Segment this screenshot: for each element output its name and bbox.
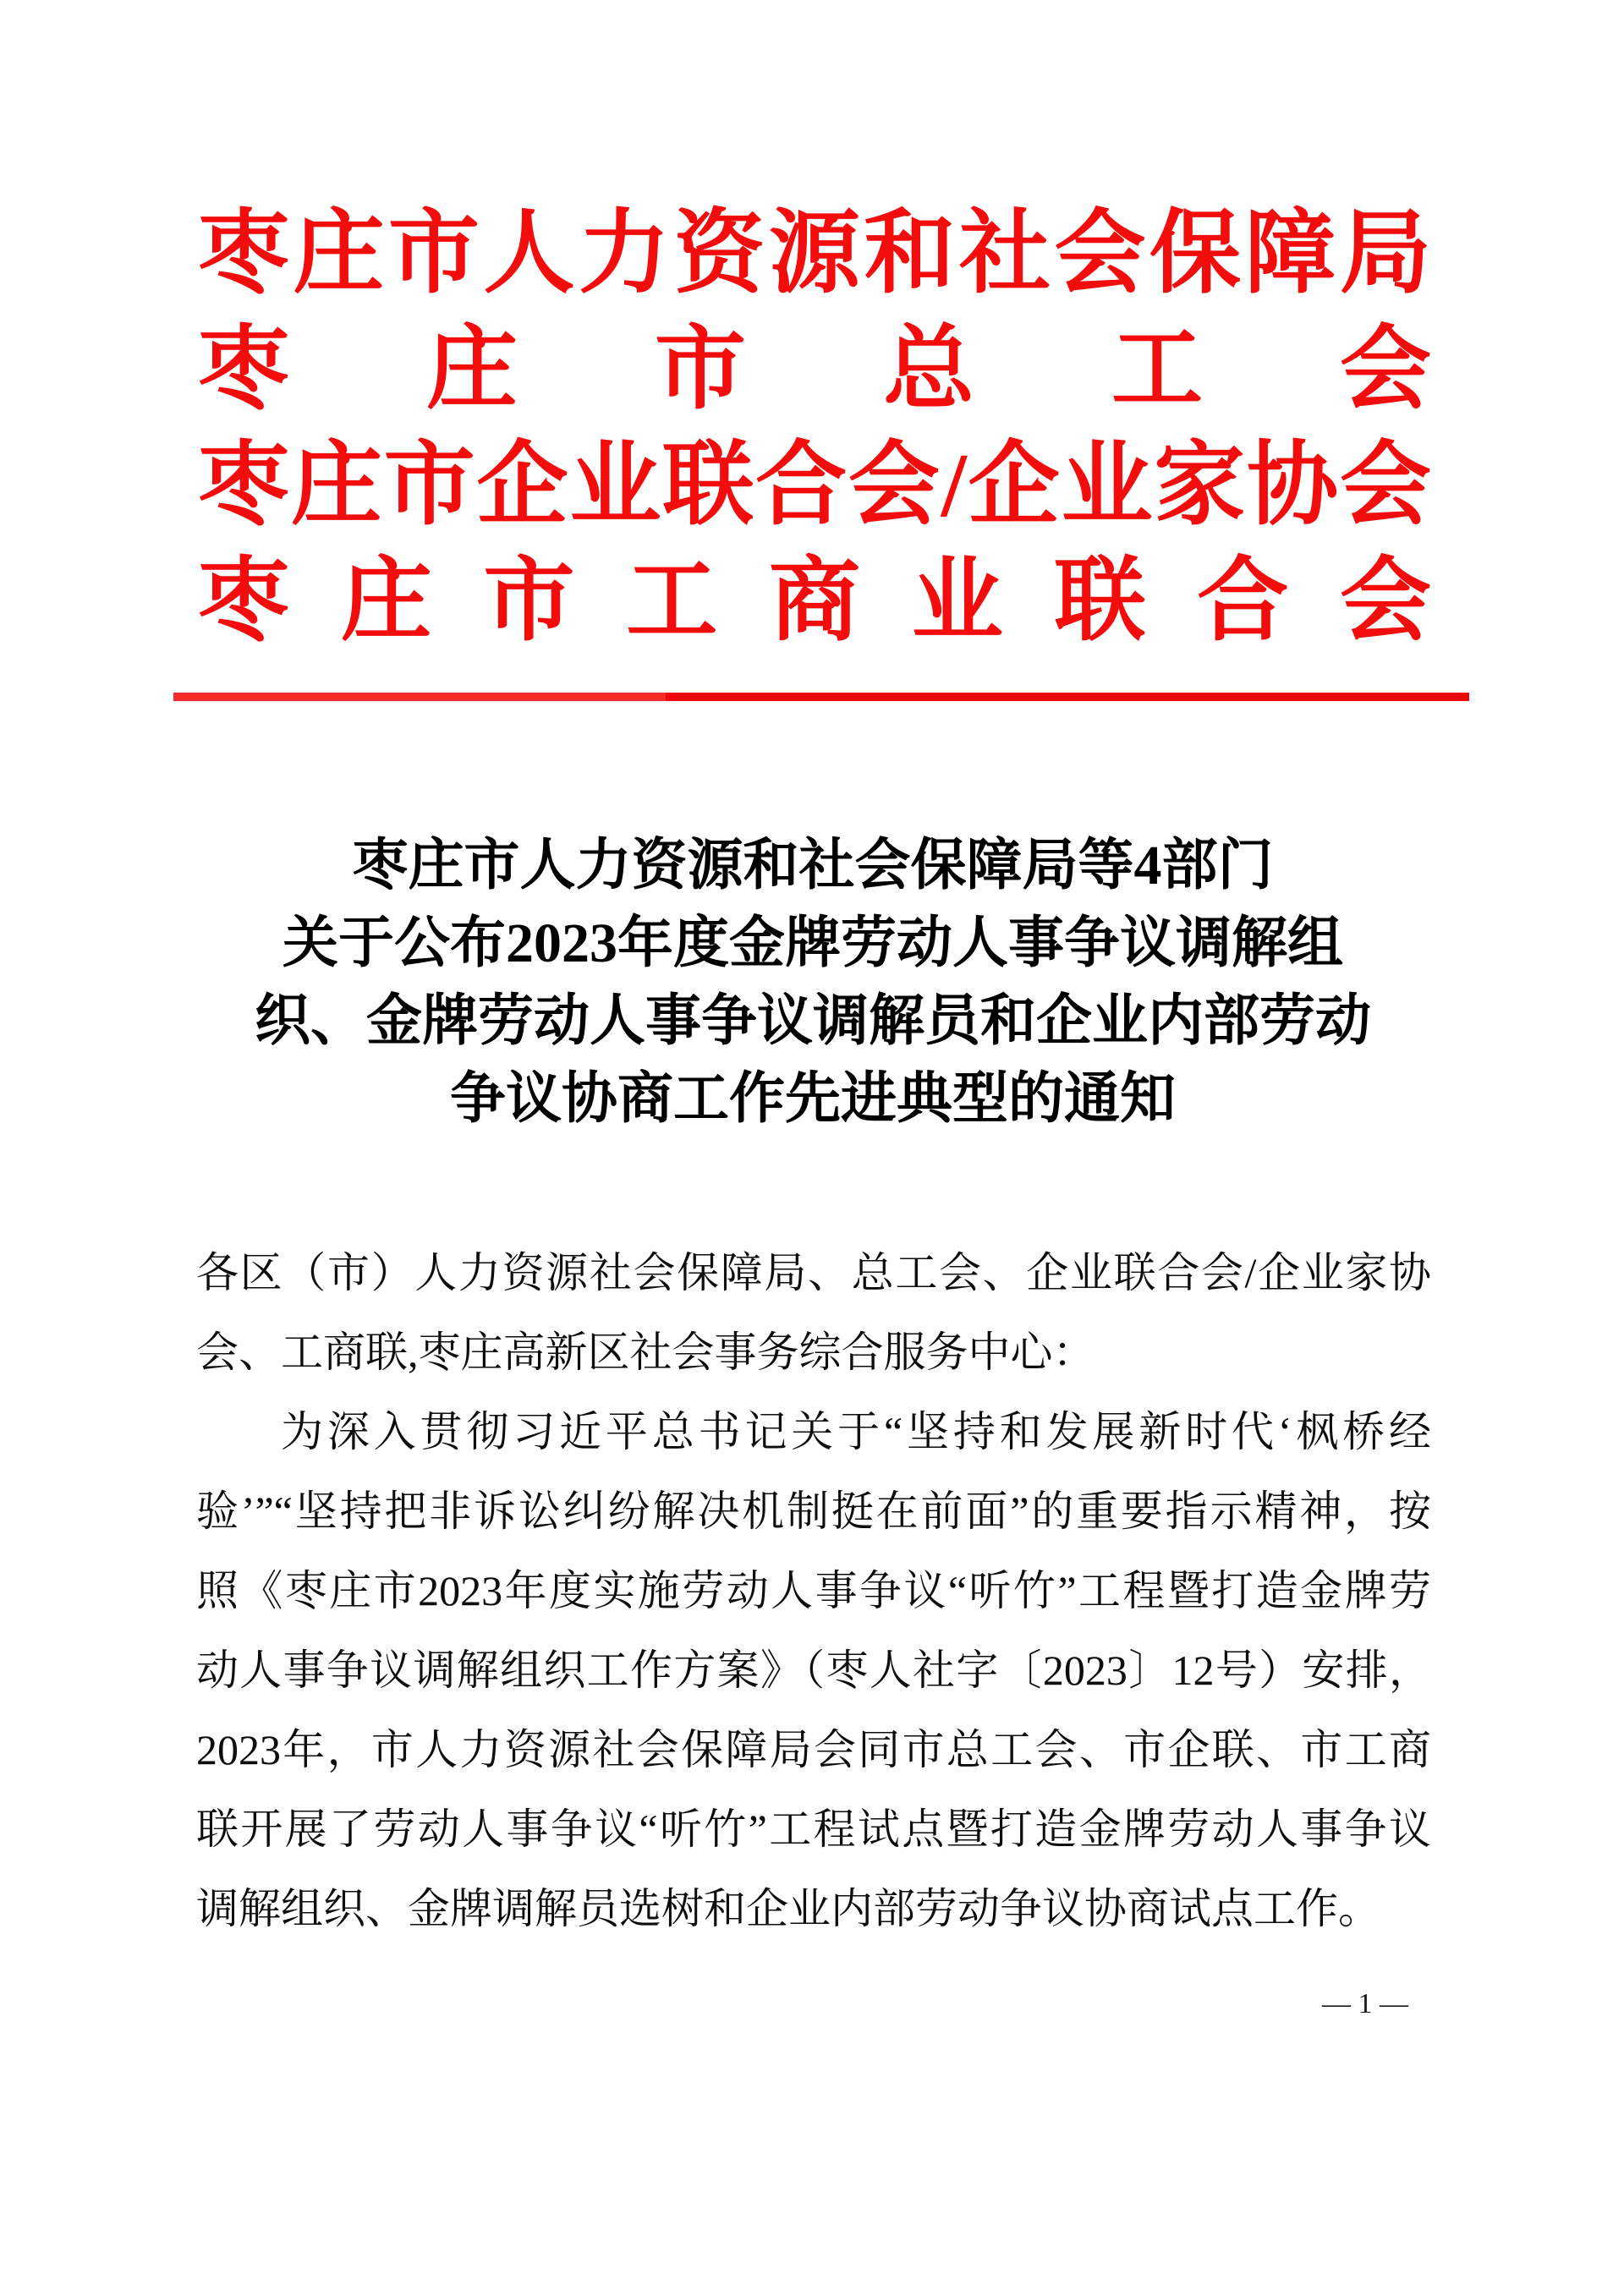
document-body (196, 1233, 1431, 1948)
org-line-3: 枣庄市企业联合会/企业家协会 (198, 436, 1431, 536)
title-line-3: 织、金牌劳动人事争议调解员和企业内部劳动 (255, 990, 1371, 1052)
org-line-4: 枣庄市工商业联合会 (198, 551, 1431, 652)
org-line-2: 枣庄市总工会 (198, 320, 1431, 420)
body-line-paragraph-2: 验’”“坚持把非诉讼纠纷解决机制挺在前面”的重要指示精神，按 (196, 1488, 1431, 1535)
red-letterhead (198, 196, 1431, 660)
body-line-paragraph-5: 2023年，市人力资源社会保障局会同市总工会、市企联、市工商 (196, 1726, 1431, 1773)
title-line-1: 枣庄市人力资源和社会保障局等4部门 (352, 835, 1274, 896)
body-line-paragraph-1: 为深入贯彻习近平总书记关于“坚持和发展新时代‘枫桥经 (281, 1408, 1431, 1455)
document-title (195, 827, 1431, 1138)
page-number: — 1 — (1322, 1988, 1408, 2019)
body-line-paragraph-6: 联开展了劳动人事争议“听竹”工程试点暨打造金牌劳动人事争议 (196, 1806, 1431, 1853)
body-line-addressee-1: 各区（市）人力资源社会保障局、总工会、企业联合会/企业家协 (196, 1249, 1431, 1296)
org-line-1: 枣庄市人力资源和社会保障局 (198, 204, 1431, 304)
letterhead-divider-rule (173, 693, 1469, 701)
body-line-paragraph-7: 调解组织、金牌调解员选树和企业内部劳动争议协商试点工作。 (196, 1885, 1380, 1932)
body-line-paragraph-3: 照《枣庄市2023年度实施劳动人事争议“听竹”工程暨打造金牌劳 (196, 1567, 1431, 1614)
body-line-addressee-2: 会、工商联,枣庄高新区社会事务综合服务中心： (196, 1329, 1095, 1376)
title-line-4: 争议协商工作先进典型的通知 (450, 1068, 1176, 1130)
title-line-2: 关于公布2023年度金牌劳动人事争议调解组 (283, 912, 1343, 974)
body-line-paragraph-4: 动人事争议调解组织工作方案》（枣人社字〔2023〕12号）安排， (196, 1647, 1431, 1694)
